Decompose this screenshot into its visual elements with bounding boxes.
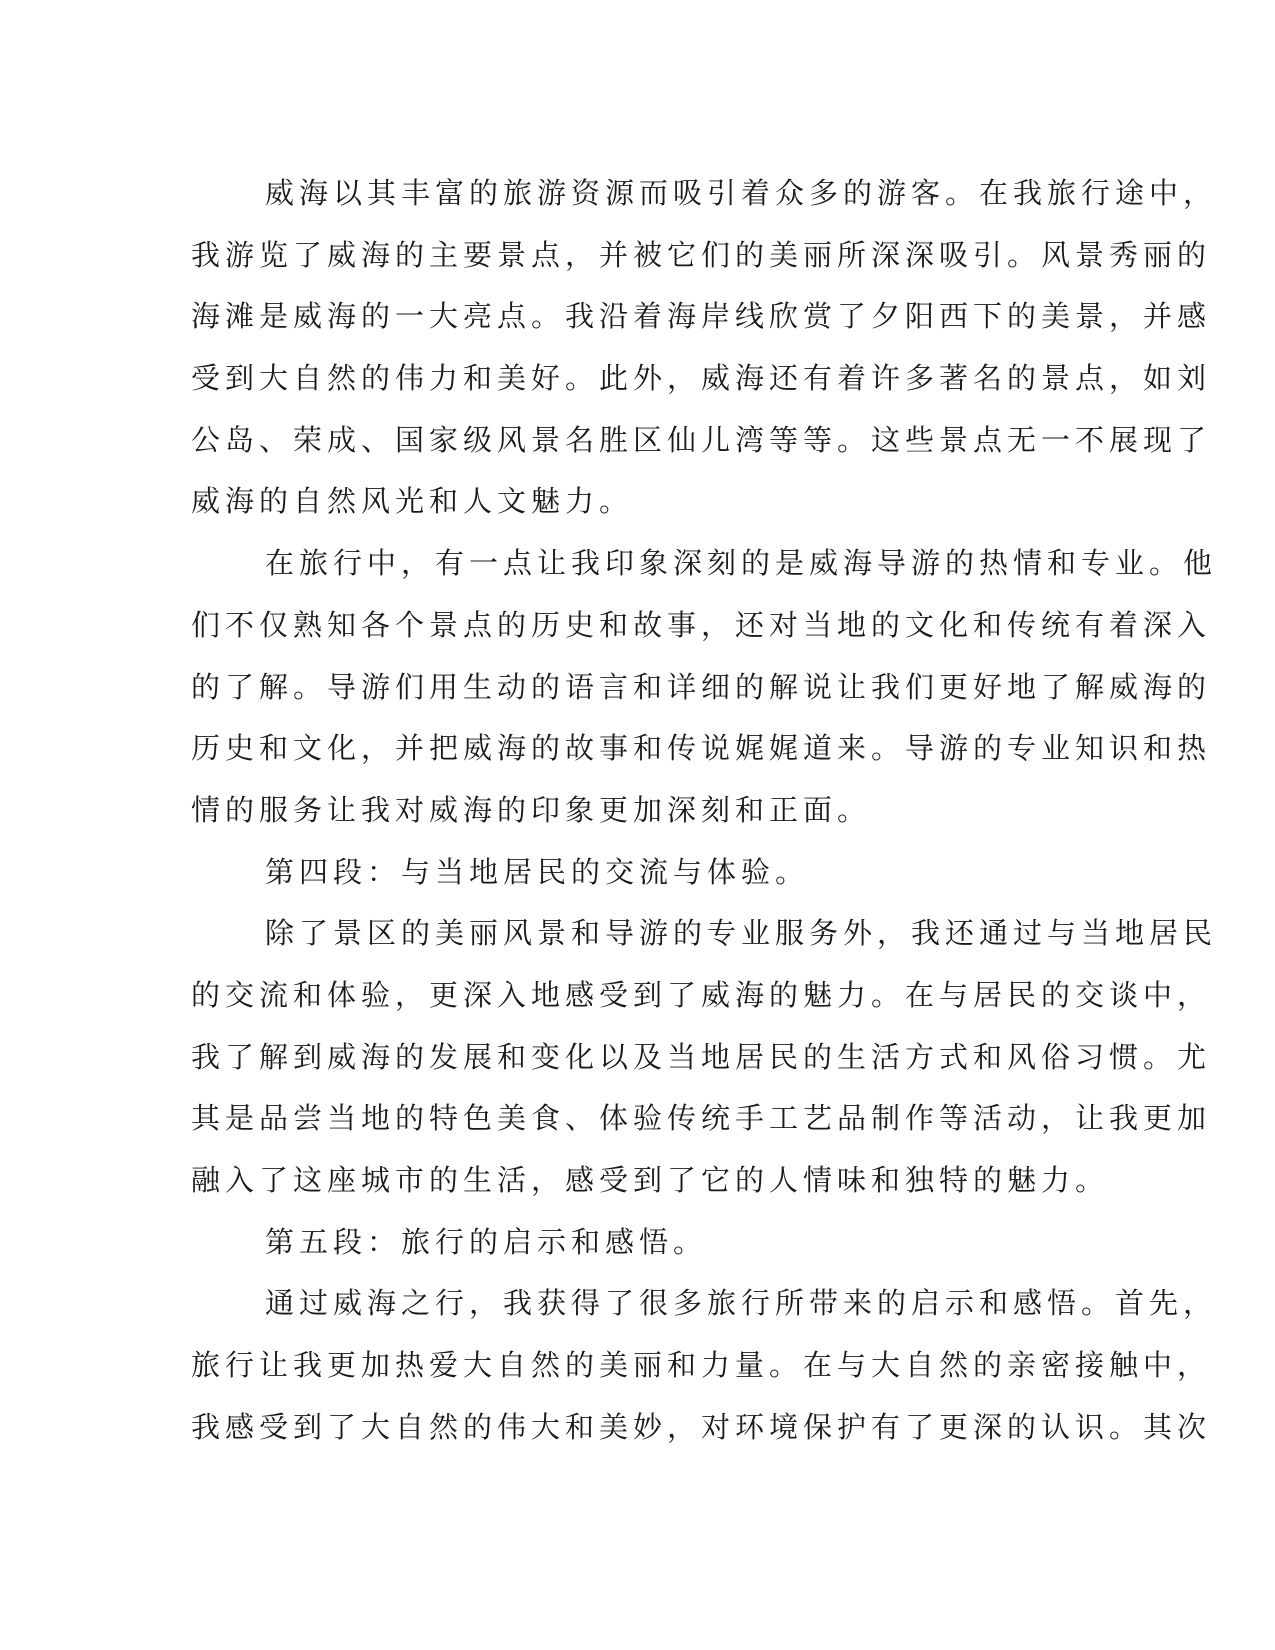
- text-line: 受到大自然的伟力和美好。此外，威海还有着许多著名的景点，如刘: [191, 361, 1212, 396]
- document-body: [191, 163, 1218, 1458]
- text-line: 在旅行中，有一点让我印象深刻的是威海导游的热情和专业。他: [265, 546, 1218, 581]
- text-line: 威海以其丰富的旅游资源而吸引着众多的游客。在我旅行途中，: [265, 176, 1218, 210]
- text-line: 第五段：旅行的启示和感悟。: [265, 1224, 708, 1259]
- text-line: 我了解到威海的发展和变化以及当地居民的生活方式和风俗习惯。尤: [191, 1039, 1212, 1074]
- text-line: 融入了这座城市的生活，感受到了它的人情味和独特的魅力。: [191, 1163, 1110, 1197]
- text-line: 威海的自然风光和人文魅力。: [191, 484, 634, 519]
- text-line: 公岛、荣成、国家级风景名胜区仙儿湾等等。这些景点无一不展现了: [191, 422, 1212, 457]
- text-line: 的交流和体验，更深入地感受到了威海的魅力。在与居民的交谈中，: [191, 977, 1212, 1012]
- text-line: 除了景区的美丽风景和导游的专业服务外，我还通过与当地居民: [265, 916, 1218, 951]
- text-line: 海滩是威海的一大亮点。我沿着海岸线欣赏了夕阳西下的美景，并感: [191, 299, 1212, 334]
- text-line: 们不仅熟知各个景点的历史和故事，还对当地的文化和传统有着深入: [191, 607, 1212, 642]
- text-line: 第四段：与当地居民的交流与体验。: [265, 854, 810, 889]
- text-line: 旅行让我更加热爱大自然的美丽和力量。在与大自然的亲密接触中，: [191, 1348, 1212, 1383]
- text-line: 情的服务让我对威海的印象更加深刻和正面。: [191, 792, 872, 827]
- text-line: 的了解。导游们用生动的语言和详细的解说让我们更好地了解威海的: [191, 669, 1212, 704]
- text-line: 历史和文化，并把威海的故事和传说娓娓道来。导游的专业知识和热: [191, 731, 1212, 766]
- text-line: 通过威海之行，我获得了很多旅行所带来的启示和感悟。首先，: [265, 1286, 1218, 1321]
- text-line: 我感受到了大自然的伟大和美妙，对环境保护有了更深的认识。其次: [191, 1409, 1212, 1444]
- text-line: 其是品尝当地的特色美食、体验传统手工艺品制作等活动，让我更加: [191, 1101, 1212, 1136]
- text-line: 我游览了威海的主要景点，并被它们的美丽所深深吸引。风景秀丽的: [191, 237, 1212, 272]
